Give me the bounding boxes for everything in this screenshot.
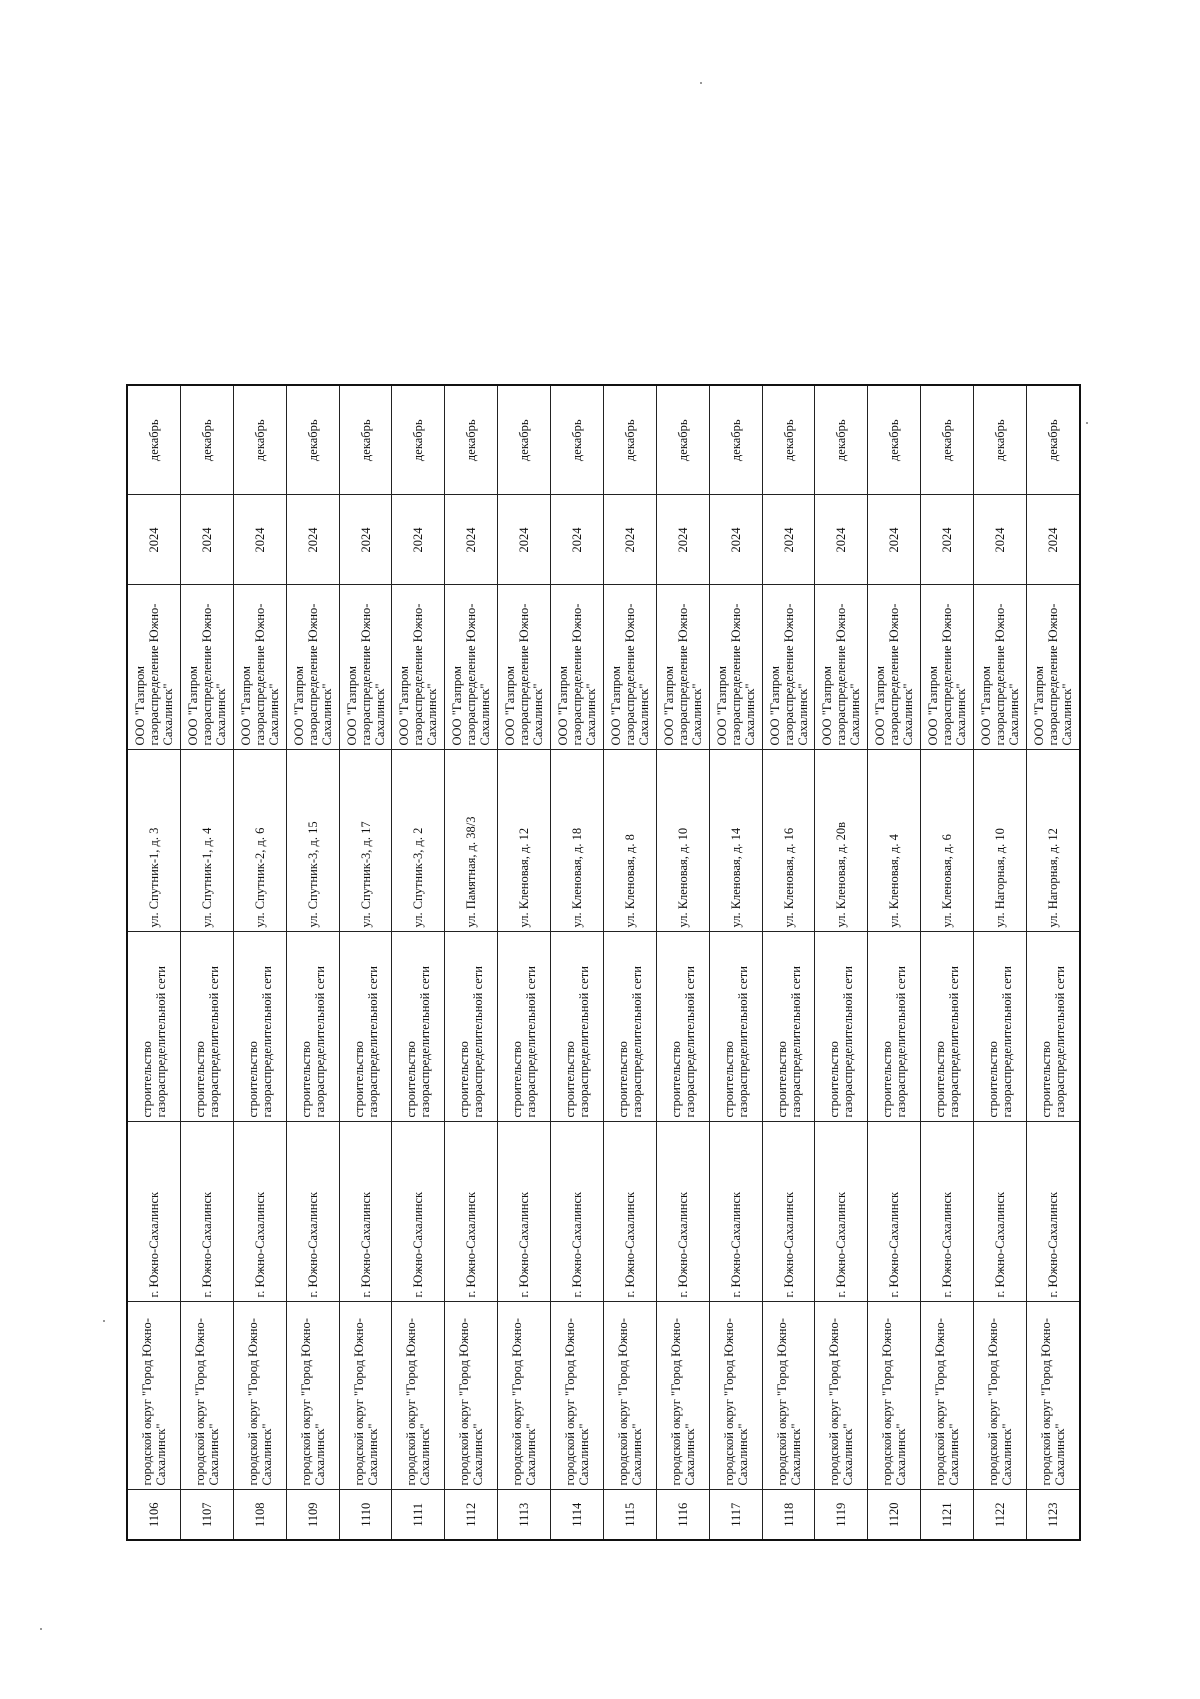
work-type-cell: строительство газораспределительной сети: [286, 932, 339, 1122]
month-cell: декабрь: [551, 385, 604, 495]
city-cell: г. Южно-Сахалинск: [127, 1122, 180, 1302]
month-cell: декабрь: [815, 385, 868, 495]
municipality-cell: городской округ "Город Южно-Сахалинск": [762, 1302, 815, 1490]
work-type-cell: строительство газораспределительной сети: [921, 932, 974, 1122]
year-cell: 2024: [339, 495, 392, 585]
table-body: [127, 385, 1080, 1540]
row-number: 1119: [815, 1490, 868, 1540]
work-type-cell: строительство газораспределительной сети: [180, 932, 233, 1122]
scan-speck: [700, 82, 702, 84]
month-cell: декабрь: [603, 385, 656, 495]
municipality-cell: городской округ "Город Южно-Сахалинск": [392, 1302, 445, 1490]
work-type-cell: строительство газораспределительной сети: [551, 932, 604, 1122]
city-cell: г. Южно-Сахалинск: [974, 1122, 1027, 1302]
month-cell: декабрь: [1026, 385, 1080, 495]
organization-cell: ООО "Газпром газораспределение Южно-Сахалинск": [339, 585, 392, 750]
row-number: 1116: [656, 1490, 709, 1540]
month-cell: декабрь: [656, 385, 709, 495]
month-cell: декабрь: [180, 385, 233, 495]
gas-network-table: [126, 384, 1081, 1541]
organization-cell: ООО "Газпром газораспределение Южно-Сахалинск": [127, 585, 180, 750]
address-cell: ул. Кленовая, д. 14: [709, 750, 762, 932]
city-cell: г. Южно-Сахалинск: [233, 1122, 286, 1302]
municipality-cell: городской округ "Город Южно-Сахалинск": [815, 1302, 868, 1490]
row-number: 1107: [180, 1490, 233, 1540]
month-cell: декабрь: [921, 385, 974, 495]
row-number: 1118: [762, 1490, 815, 1540]
address-cell: ул. Спутник-3, д. 2: [392, 750, 445, 932]
city-cell: г. Южно-Сахалинск: [1026, 1122, 1080, 1302]
year-cell: 2024: [1026, 495, 1080, 585]
month-cell: декабрь: [868, 385, 921, 495]
table-row: [656, 385, 709, 1540]
address-cell: ул. Памятная, д. 38/3: [445, 750, 498, 932]
row-number: 1112: [445, 1490, 498, 1540]
municipality-cell: городской округ "Город Южно-Сахалинск": [286, 1302, 339, 1490]
address-cell: ул. Кленовая, д. 4: [868, 750, 921, 932]
organization-cell: ООО "Газпром газораспределение Южно-Сахалинск": [815, 585, 868, 750]
city-cell: г. Южно-Сахалинск: [656, 1122, 709, 1302]
row-number: 1109: [286, 1490, 339, 1540]
month-cell: декабрь: [392, 385, 445, 495]
city-cell: г. Южно-Сахалинск: [603, 1122, 656, 1302]
municipality-cell: городской округ "Город Южно-Сахалинск": [868, 1302, 921, 1490]
work-type-cell: строительство газораспределительной сети: [603, 932, 656, 1122]
row-number: 1120: [868, 1490, 921, 1540]
row-number: 1113: [498, 1490, 551, 1540]
municipality-cell: городской округ "Город Южно-Сахалинск": [709, 1302, 762, 1490]
row-number: 1111: [392, 1490, 445, 1540]
work-type-cell: строительство газораспределительной сети: [339, 932, 392, 1122]
organization-cell: ООО "Газпром газораспределение Южно-Сахалинск": [868, 585, 921, 750]
municipality-cell: городской округ "Город Южно-Сахалинск": [656, 1302, 709, 1490]
table-row: [498, 385, 551, 1540]
municipality-cell: городской округ "Город Южно-Сахалинск": [603, 1302, 656, 1490]
organization-cell: ООО "Газпром газораспределение Южно-Сахалинск": [603, 585, 656, 750]
municipality-cell: городской округ "Город Южно-Сахалинск": [551, 1302, 604, 1490]
month-cell: декабрь: [233, 385, 286, 495]
city-cell: г. Южно-Сахалинск: [709, 1122, 762, 1302]
row-number: 1122: [974, 1490, 1027, 1540]
municipality-cell: городской округ "Город Южно-Сахалинск": [445, 1302, 498, 1490]
address-cell: ул. Кленовая, д. 6: [921, 750, 974, 932]
row-number: 1114: [551, 1490, 604, 1540]
month-cell: декабрь: [286, 385, 339, 495]
address-cell: ул. Спутник-1, д. 4: [180, 750, 233, 932]
year-cell: 2024: [286, 495, 339, 585]
work-type-cell: строительство газораспределительной сети: [762, 932, 815, 1122]
row-number: 1117: [709, 1490, 762, 1540]
city-cell: г. Южно-Сахалинск: [392, 1122, 445, 1302]
table-row: [339, 385, 392, 1540]
organization-cell: ООО "Газпром газораспределение Южно-Сахалинск": [392, 585, 445, 750]
table-row: [762, 385, 815, 1540]
table-row: [868, 385, 921, 1540]
table-row: [445, 385, 498, 1540]
table-row: [551, 385, 604, 1540]
work-type-cell: строительство газораспределительной сети: [815, 932, 868, 1122]
month-cell: декабрь: [445, 385, 498, 495]
address-cell: ул. Кленовая, д. 20в: [815, 750, 868, 932]
month-cell: декабрь: [339, 385, 392, 495]
address-cell: ул. Нагорная, д. 12: [1026, 750, 1080, 932]
organization-cell: ООО "Газпром газораспределение Южно-Сахалинск": [974, 585, 1027, 750]
municipality-cell: городской округ "Город Южно-Сахалинск": [1026, 1302, 1080, 1490]
table-row: [233, 385, 286, 1540]
address-cell: ул. Спутник-3, д. 17: [339, 750, 392, 932]
city-cell: г. Южно-Сахалинск: [445, 1122, 498, 1302]
organization-cell: ООО "Газпром газораспределение Южно-Сахалинск": [551, 585, 604, 750]
year-cell: 2024: [233, 495, 286, 585]
address-cell: ул. Спутник-3, д. 15: [286, 750, 339, 932]
work-type-cell: строительство газораспределительной сети: [233, 932, 286, 1122]
work-type-cell: строительство газораспределительной сети: [709, 932, 762, 1122]
address-cell: ул. Нагорная, д. 10: [974, 750, 1027, 932]
organization-cell: ООО "Газпром газораспределение Южно-Сахалинск": [180, 585, 233, 750]
organization-cell: ООО "Газпром газораспределение Южно-Сахалинск": [1026, 585, 1080, 750]
city-cell: г. Южно-Сахалинск: [762, 1122, 815, 1302]
city-cell: г. Южно-Сахалинск: [551, 1122, 604, 1302]
city-cell: г. Южно-Сахалинск: [498, 1122, 551, 1302]
year-cell: 2024: [656, 495, 709, 585]
year-cell: 2024: [762, 495, 815, 585]
table-row: [180, 385, 233, 1540]
address-cell: ул. Кленовая, д. 16: [762, 750, 815, 932]
table-row: [815, 385, 868, 1540]
work-type-cell: строительство газораспределительной сети: [498, 932, 551, 1122]
organization-cell: ООО "Газпром газораспределение Южно-Сахалинск": [286, 585, 339, 750]
address-cell: ул. Кленовая, д. 8: [603, 750, 656, 932]
work-type-cell: строительство газораспределительной сети: [392, 932, 445, 1122]
year-cell: 2024: [815, 495, 868, 585]
month-cell: декабрь: [709, 385, 762, 495]
year-cell: 2024: [709, 495, 762, 585]
month-cell: декабрь: [498, 385, 551, 495]
row-number: 1115: [603, 1490, 656, 1540]
year-cell: 2024: [868, 495, 921, 585]
city-cell: г. Южно-Сахалинск: [180, 1122, 233, 1302]
organization-cell: ООО "Газпром газораспределение Южно-Сахалинск": [762, 585, 815, 750]
city-cell: г. Южно-Сахалинск: [286, 1122, 339, 1302]
address-cell: ул. Кленовая, д. 10: [656, 750, 709, 932]
organization-cell: ООО "Газпром газораспределение Южно-Сахалинск": [656, 585, 709, 750]
work-type-cell: строительство газораспределительной сети: [445, 932, 498, 1122]
month-cell: декабрь: [762, 385, 815, 495]
work-type-cell: строительство газораспределительной сети: [974, 932, 1027, 1122]
address-cell: ул. Кленовая, д. 12: [498, 750, 551, 932]
row-number: 1108: [233, 1490, 286, 1540]
row-number: 1123: [1026, 1490, 1080, 1540]
address-cell: ул. Спутник-2, д. 6: [233, 750, 286, 932]
year-cell: 2024: [498, 495, 551, 585]
year-cell: 2024: [127, 495, 180, 585]
municipality-cell: городской округ "Город Южно-Сахалинск": [974, 1302, 1027, 1490]
year-cell: 2024: [551, 495, 604, 585]
municipality-cell: городской округ "Город Южно-Сахалинск": [921, 1302, 974, 1490]
scan-speck: [40, 1628, 42, 1630]
row-number: 1121: [921, 1490, 974, 1540]
organization-cell: ООО "Газпром газораспределение Южно-Сахалинск": [233, 585, 286, 750]
row-number: 1106: [127, 1490, 180, 1540]
municipality-cell: городской округ "Город Южно-Сахалинск": [339, 1302, 392, 1490]
city-cell: г. Южно-Сахалинск: [868, 1122, 921, 1302]
scan-speck: [103, 1320, 105, 1322]
month-cell: декабрь: [127, 385, 180, 495]
month-cell: декабрь: [974, 385, 1027, 495]
year-cell: 2024: [921, 495, 974, 585]
year-cell: 2024: [180, 495, 233, 585]
scan-speck: [1086, 422, 1088, 424]
address-cell: ул. Кленовая, д. 18: [551, 750, 604, 932]
table-row: [603, 385, 656, 1540]
organization-cell: ООО "Газпром газораспределение Южно-Сахалинск": [498, 585, 551, 750]
year-cell: 2024: [974, 495, 1027, 585]
row-number: 1110: [339, 1490, 392, 1540]
organization-cell: ООО "Газпром газораспределение Южно-Сахалинск": [921, 585, 974, 750]
work-type-cell: строительство газораспределительной сети: [868, 932, 921, 1122]
address-cell: ул. Спутник-1, д. 3: [127, 750, 180, 932]
city-cell: г. Южно-Сахалинск: [339, 1122, 392, 1302]
year-cell: 2024: [392, 495, 445, 585]
municipality-cell: городской округ "Город Южно-Сахалинск": [127, 1302, 180, 1490]
table-row: [392, 385, 445, 1540]
table-row: [127, 385, 180, 1540]
organization-cell: ООО "Газпром газораспределение Южно-Сахалинск": [445, 585, 498, 750]
city-cell: г. Южно-Сахалинск: [815, 1122, 868, 1302]
organization-cell: ООО "Газпром газораспределение Южно-Сахалинск": [709, 585, 762, 750]
table-row: [921, 385, 974, 1540]
table-row: [1026, 385, 1080, 1540]
year-cell: 2024: [603, 495, 656, 585]
city-cell: г. Южно-Сахалинск: [921, 1122, 974, 1302]
table-row: [974, 385, 1027, 1540]
work-type-cell: строительство газораспределительной сети: [656, 932, 709, 1122]
municipality-cell: городской округ "Город Южно-Сахалинск": [498, 1302, 551, 1490]
municipality-cell: городской округ "Город Южно-Сахалинск": [233, 1302, 286, 1490]
work-type-cell: строительство газораспределительной сети: [1026, 932, 1080, 1122]
municipality-cell: городской округ "Город Южно-Сахалинск": [180, 1302, 233, 1490]
work-type-cell: строительство газораспределительной сети: [127, 932, 180, 1122]
table-row: [286, 385, 339, 1540]
year-cell: 2024: [445, 495, 498, 585]
rotated-page: [126, 386, 1081, 1541]
table-row: [709, 385, 762, 1540]
